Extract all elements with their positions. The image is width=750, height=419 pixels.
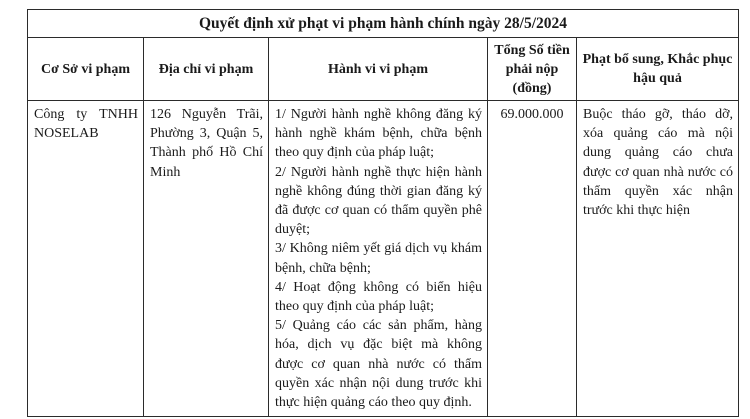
column-header-additional-penalty: Phạt bổ sung, Khắc phục hậu quả <box>577 38 739 101</box>
header-row <box>28 38 739 101</box>
facility-cell: Công ty TNHH NOSELAB <box>28 101 144 417</box>
total-amount-cell: 69.000.000 <box>488 101 577 417</box>
column-header-total-amount: Tổng Số tiền phải nộp (đồng) <box>488 38 577 101</box>
penalty-decision-table <box>27 9 739 417</box>
violations-cell <box>269 101 488 417</box>
violation-item: 3/ Không niêm yết giá dịch vụ khám bệnh, chữa bệnh; <box>275 241 482 276</box>
additional-penalty-cell: Buộc tháo gỡ, tháo dỡ, xóa quảng cáo mà nội dung quảng cáo chưa được cơ quan nhà nước có thẩm quyền xác nhận trước khi thực hiện <box>577 101 739 417</box>
column-header-address: Địa chỉ vi phạm <box>144 38 269 101</box>
violation-item: 4/ Hoạt động không có biển hiệu theo quy định của pháp luật; <box>275 279 482 315</box>
address-cell: 126 Nguyễn Trãi, Phường 3, Quận 5, Thành phố Hồ Chí Minh <box>144 101 269 417</box>
table-title: Quyết định xử phạt vi phạm hành chính ngày 28/5/2024 <box>28 10 739 38</box>
column-header-violations: Hành vi vi phạm <box>269 38 488 101</box>
table-row <box>28 101 739 417</box>
violation-item: 5/ Quảng cáo các sản phẩm, hàng hóa, dịch vụ đặc biệt mà không được cơ quan nhà nước có thẩm quyền xác nhận nội dung trước khi thực hiện quảng cáo theo quy định. <box>275 318 482 411</box>
title-row <box>28 10 739 38</box>
column-header-facility: Cơ Sở vi phạm <box>28 38 144 101</box>
violation-item: 1/ Người hành nghề không đăng ký hành nghề khám bệnh, chữa bệnh theo quy định của pháp luật; <box>275 107 482 161</box>
violation-item: 2/ Người hành nghề thực hiện hành nghề không đúng thời gian đăng ký đã được cơ quan có thẩm quyền phê duyệt; <box>275 164 482 238</box>
